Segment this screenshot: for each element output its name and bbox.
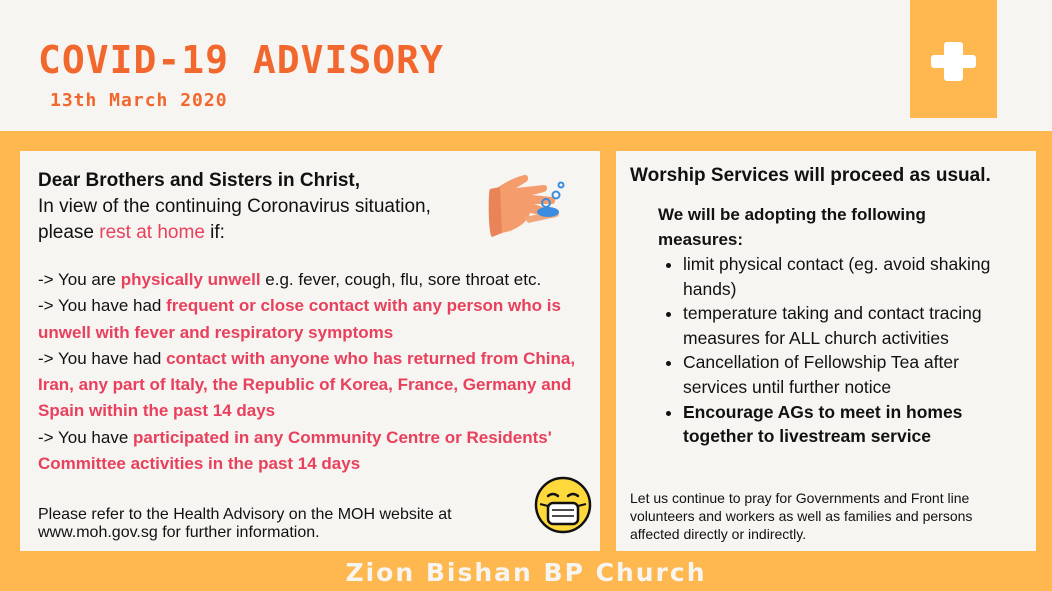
intro-suffix: if: bbox=[204, 222, 225, 243]
measure-item: • Cancellation of Fellowship Tea after services until further notice bbox=[683, 350, 1023, 399]
face-mask-emoji-icon bbox=[534, 476, 592, 534]
condition-item: -> You have had contact with anyone who has returned from China, Iran, any part of Italy, the Republic of Korea, France, Germany and Spain within the past 14 days bbox=[38, 348, 576, 421]
condition-item: -> You have had frequent or close contact with any person who is unwell with fever and respiratory symptoms bbox=[38, 296, 561, 342]
intro-prefix: please bbox=[38, 222, 100, 243]
salutation: Dear Brothers and Sisters in Christ, bbox=[38, 170, 361, 191]
worship-services-panel bbox=[616, 151, 1036, 551]
intro-line-1: In view of the continuing Coronavirus situation, bbox=[38, 196, 431, 217]
advisory-date: 13th March 2020 bbox=[50, 90, 228, 111]
prayer-note: Let us continue to pray for Governments and Front line volunteers and workers as well as families and persons affected directly or indirectly. bbox=[630, 490, 973, 542]
measures-list bbox=[662, 252, 1023, 449]
header bbox=[0, 0, 1052, 131]
medical-cross-badge bbox=[910, 0, 997, 118]
measures-subheading: We will be adopting the following measures: bbox=[658, 205, 926, 249]
condition-item: -> You are physically unwell e.g. fever, cough, flu, sore throat etc. bbox=[38, 270, 542, 289]
church-name-footer: Zion Bishan BP Church bbox=[345, 558, 707, 587]
condition-item: -> You have participated in any Community Centre or Residents' Committee activities in the past 14 days bbox=[38, 427, 552, 474]
measure-item: • Encourage AGs to meet in homes together to livestream service bbox=[683, 400, 1023, 449]
health-advisory-reference: Please refer to the Health Advisory on the MOH website at www.moh.gov.sg for further information. bbox=[38, 506, 452, 541]
measure-item: • temperature taking and contact tracing measures for ALL church activities bbox=[683, 301, 1023, 350]
page-title: COVID-19 ADVISORY bbox=[38, 38, 444, 82]
worship-heading: Worship Services will proceed as usual. bbox=[630, 165, 991, 186]
rest-at-home-emphasis: rest at home bbox=[99, 222, 205, 243]
rest-at-home-panel bbox=[20, 151, 600, 551]
greeting bbox=[38, 168, 431, 246]
medical-cross-icon bbox=[931, 39, 976, 84]
measure-item: • limit physical contact (eg. avoid shaking hands) bbox=[683, 252, 1023, 301]
conditions-list bbox=[38, 267, 593, 477]
hand-washing-icon bbox=[486, 171, 586, 241]
